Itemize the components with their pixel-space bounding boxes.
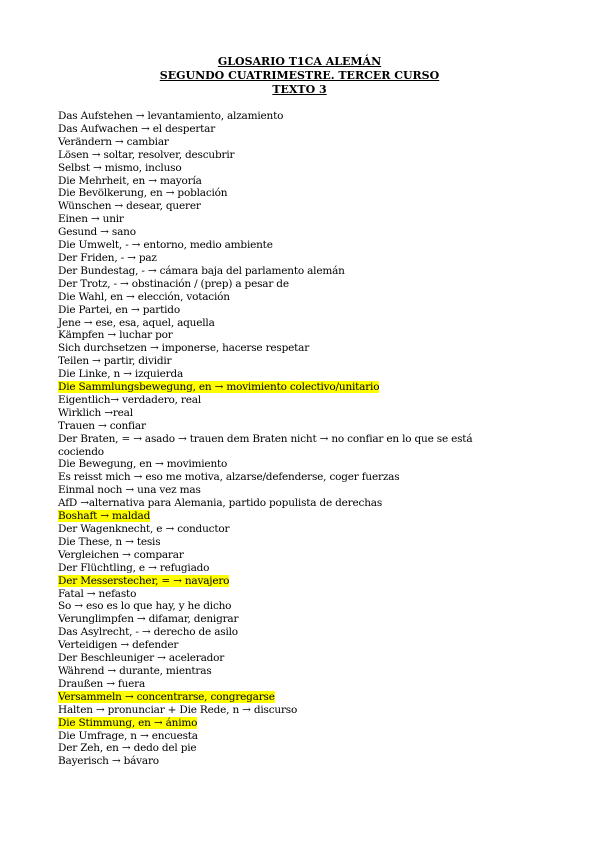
glossary-entry-text: Selbst → mismo, incluso <box>58 161 182 174</box>
glossary-entry <box>58 536 508 549</box>
glossary-entry <box>58 136 508 149</box>
glossary-entry <box>58 652 508 665</box>
header-text-number: TEXTO 3 <box>272 83 327 96</box>
glossary-entry <box>58 110 508 123</box>
glossary-entry <box>58 407 508 420</box>
glossary-entry <box>58 187 508 200</box>
glossary-entry-text: Lösen → soltar, resolver, descubrir <box>58 148 235 161</box>
glossary-entry-text: Das Asylrecht, - → derecho de asilo <box>58 626 238 639</box>
glossary-entry-text: AfD →alternativa para Alemania, partido populista de derechas <box>58 497 383 510</box>
glossary-entry-text-highlighted: Die Sammlungsbewegung, en → movimiento colectivo/unitario <box>58 381 380 394</box>
glossary-entry-text: Kämpfen → luchar por <box>58 329 173 342</box>
glossary-entry-text: Die Mehrheit, en → mayoría <box>58 174 202 187</box>
glossary-entry <box>58 665 508 678</box>
glossary-entry <box>58 368 508 381</box>
glossary-entry <box>58 600 508 613</box>
glossary-entry-text: Einmal noch → una vez mas <box>58 484 201 497</box>
glossary-entry-text: Die Linke, n → izquierda <box>58 368 184 381</box>
glossary-entry-text: Es reisst mich → eso me motiva, alzarse/defenderse, coger fuerzas <box>58 471 400 484</box>
glossary-entry-text: Gesund → sano <box>58 226 136 239</box>
document-header <box>0 55 599 97</box>
glossary-entry <box>58 342 508 355</box>
glossary-entry-text: Verteidigen → defender <box>58 639 179 652</box>
header-title: GLOSARIO T1CA ALEMÁN <box>217 55 382 68</box>
glossary-entry-text: Vergleichen → comparar <box>58 548 184 561</box>
glossary-entry-text: Einen → unir <box>58 213 124 226</box>
glossary-entry-text: Der Friden, - → paz <box>58 251 157 264</box>
glossary-entry <box>58 200 508 213</box>
glossary-entry-text: Die Umwelt, - → entorno, medio ambiente <box>58 239 273 252</box>
glossary-entry <box>58 704 508 717</box>
glossary-entry <box>58 678 508 691</box>
glossary-entry <box>58 588 508 601</box>
glossary-entry <box>58 355 508 368</box>
glossary-entry <box>58 755 508 768</box>
glossary-entry <box>58 613 508 626</box>
glossary-entry-text: Wünschen → desear, querer <box>58 200 201 213</box>
glossary-entry-text: Der Bundestag, - → cámara baja del parlamento alemán <box>58 264 345 277</box>
glossary-entry <box>58 639 508 652</box>
glossary-entry <box>58 317 508 330</box>
glossary-entry <box>58 329 508 342</box>
glossary-entry <box>58 510 508 523</box>
glossary-entry <box>58 523 508 536</box>
glossary-entry <box>58 717 508 730</box>
glossary-entry-text: Der Flüchtling, e → refugiado <box>58 561 210 574</box>
glossary-entry <box>58 149 508 162</box>
glossary-entry-text-highlighted: Versammeln → concentrarse, congregarse <box>58 690 275 703</box>
glossary-entry-text: Die Bevölkerung, en → población <box>58 187 228 200</box>
glossary-list <box>58 110 508 768</box>
glossary-entry <box>58 213 508 226</box>
glossary-entry <box>58 549 508 562</box>
glossary-entry <box>58 265 508 278</box>
glossary-entry-text: Eigentlich→ verdadero, real <box>58 393 201 406</box>
glossary-entry <box>58 226 508 239</box>
glossary-entry-text: Die Partei, en → partido <box>58 303 180 316</box>
glossary-entry <box>58 381 508 394</box>
glossary-entry <box>58 730 508 743</box>
glossary-entry <box>58 575 508 588</box>
glossary-entry-text: Das Aufstehen → levantamiento, alzamiento <box>58 110 284 122</box>
glossary-entry <box>58 562 508 575</box>
glossary-entry-text: Der Zeh, en → dedo del pie <box>58 742 197 755</box>
glossary-entry <box>58 458 508 471</box>
glossary-entry-text: Fatal → nefasto <box>58 587 137 600</box>
glossary-entry <box>58 433 508 459</box>
glossary-entry <box>58 175 508 188</box>
glossary-entry-text: Trauen → confiar <box>58 419 146 432</box>
glossary-entry <box>58 252 508 265</box>
glossary-entry-text: Jene → ese, esa, aquel, aquella <box>58 316 215 329</box>
glossary-entry <box>58 626 508 639</box>
glossary-entry-text: Während → durante, mientras <box>58 664 212 677</box>
glossary-entry-text: Der Wagenknecht, e → conductor <box>58 523 230 535</box>
glossary-entry-text-highlighted: Boshaft → maldad <box>58 510 151 523</box>
glossary-entry-text: Sich durchsetzen → imponerse, hacerse respetar <box>58 342 310 355</box>
glossary-entry-text: Der Braten, = → asado → trauen dem Braten nicht → no confiar en lo que se está cociendo <box>58 432 473 458</box>
glossary-entry-text-highlighted: Die Stimmung, en → ánimo <box>58 716 198 729</box>
glossary-entry <box>58 239 508 252</box>
glossary-entry-text: Draußen → fuera <box>58 677 146 690</box>
header-subtitle: SEGUNDO CUATRIMESTRE. TERCER CURSO <box>159 69 440 82</box>
glossary-entry-text: Das Aufwachen → el despertar <box>58 122 216 135</box>
glossary-entry-text: Halten → pronunciar + Die Rede, n → discurso <box>58 703 298 716</box>
glossary-entry <box>58 471 508 484</box>
glossary-entry-text: Verunglimpfen → difamar, denigrar <box>58 613 239 626</box>
glossary-entry-text-highlighted: Der Messerstecher, = → navajero <box>58 574 230 587</box>
glossary-entry <box>58 162 508 175</box>
glossary-entry-text: Verändern → cambiar <box>58 135 169 148</box>
glossary-entry-text: Bayerisch → bávaro <box>58 755 159 768</box>
glossary-entry <box>58 394 508 407</box>
glossary-entry <box>58 123 508 136</box>
glossary-entry <box>58 304 508 317</box>
glossary-entry-text: Der Trotz, - → obstinación / (prep) a pesar de <box>58 277 289 290</box>
glossary-entry-text: So → eso es lo que hay, y he dicho <box>58 600 232 613</box>
glossary-entry-text: Die These, n → tesis <box>58 535 161 548</box>
glossary-entry <box>58 484 508 497</box>
glossary-entry-text: Teilen → partir, dividir <box>58 355 172 368</box>
glossary-entry <box>58 291 508 304</box>
glossary-entry <box>58 420 508 433</box>
glossary-entry-text: Der Beschleuniger → acelerador <box>58 652 225 665</box>
glossary-entry <box>58 742 508 755</box>
glossary-entry-text: Wirklich →real <box>58 406 133 419</box>
glossary-entry <box>58 691 508 704</box>
glossary-entry <box>58 497 508 510</box>
glossary-entry-text: Die Umfrage, n → encuesta <box>58 729 198 742</box>
glossary-entry-text: Die Bewegung, en → movimiento <box>58 458 228 471</box>
glossary-entry <box>58 278 508 291</box>
glossary-entry-text: Die Wahl, en → elección, votación <box>58 290 230 303</box>
